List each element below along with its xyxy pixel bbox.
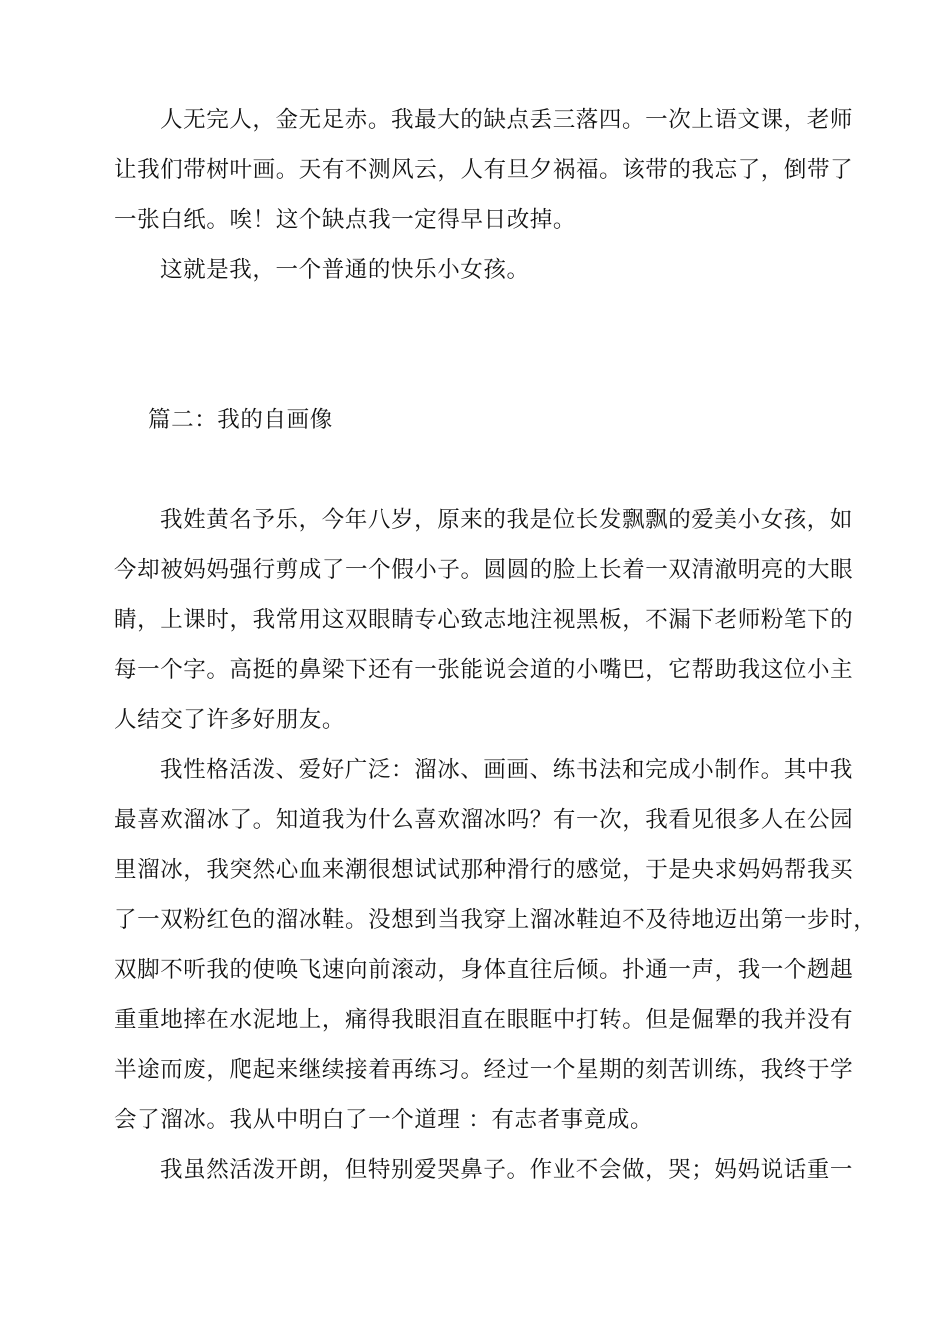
- text-line: 每一个字。高挺的鼻梁下还有一张能说会道的小嘴巴，它帮助我这位小主: [114, 657, 854, 683]
- text-line: 我虽然活泼开朗，但特别爱哭鼻子。作业不会做，哭；妈妈说话重一: [160, 1157, 854, 1183]
- text-line: 重重地摔在水泥地上，痛得我眼泪直在眼眶中打转。但是倔犟的我并没有: [114, 1007, 854, 1033]
- text-line: 人结交了许多好朋友。: [114, 707, 346, 733]
- text-line: 里溜冰，我突然心血来潮很想试试那种滑行的感觉，于是央求妈妈帮我买: [114, 857, 854, 883]
- text-line: 双脚不听我的使唤飞速向前滚动，身体直往后倾。扑通一声，我一个趔趄: [114, 957, 854, 983]
- text-line: 一张白纸。唉！这个缺点我一定得早日改掉。: [114, 207, 577, 233]
- text-line: 我性格活泼、爱好广泛：溜冰、画画、练书法和完成小制作。其中我: [160, 757, 854, 783]
- text-line: 睛，上课时，我常用这双眼睛专心致志地注视黑板，不漏下老师粉笔下的: [114, 607, 854, 633]
- text-line: 今却被妈妈强行剪成了一个假小子。圆圆的脸上长着一双清澈明亮的大眼: [114, 557, 854, 583]
- text-line: 最喜欢溜冰了。知道我为什么喜欢溜冰吗？有一次，我看见很多人在公园: [114, 807, 854, 833]
- text-line: 了一双粉红色的溜冰鞋。没想到当我穿上溜冰鞋迫不及待地迈出第一步时，: [114, 907, 877, 933]
- text-line: 人无完人，金无足赤。我最大的缺点丢三落四。一次上语文课，老师: [160, 107, 854, 133]
- section-title: 篇二：我的自画像: [148, 407, 333, 433]
- text-line: 会了溜冰。我从中明白了一个道理 ：有志者事竟成。: [114, 1107, 654, 1133]
- text-line: 半途而废，爬起来继续接着再练习。经过一个星期的刻苦训练，我终于学: [114, 1057, 854, 1083]
- text-line: 让我们带树叶画。天有不测风云，人有旦夕祸福。该带的我忘了，倒带了: [114, 157, 854, 183]
- text-line: 我姓黄名予乐，今年八岁，原来的我是位长发飘飘的爱美小女孩，如: [160, 507, 854, 533]
- closing-line: 这就是我，一个普通的快乐小女孩。: [160, 257, 530, 283]
